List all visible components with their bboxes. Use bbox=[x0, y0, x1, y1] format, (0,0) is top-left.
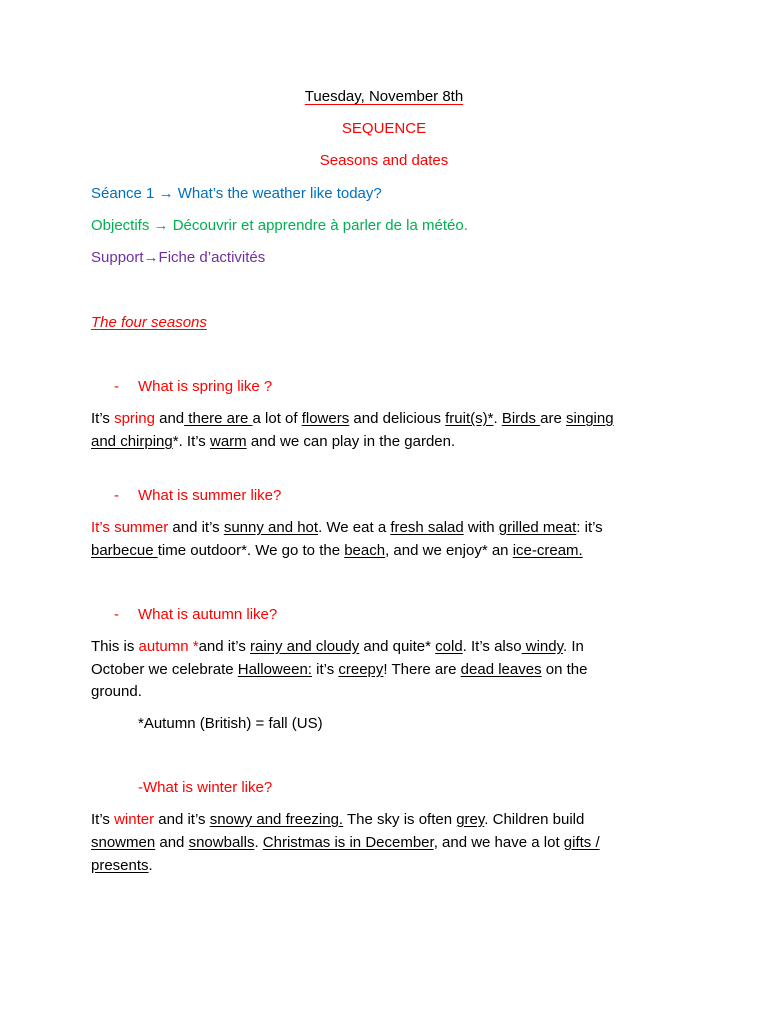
text-run: ! There are bbox=[383, 661, 461, 678]
vocab-word: grilled meat bbox=[498, 519, 577, 536]
text-run: : it’s bbox=[576, 519, 603, 536]
arrow-icon: → bbox=[153, 217, 169, 234]
vocab-word: dead leaves bbox=[460, 661, 542, 678]
text-run: This is bbox=[91, 638, 139, 655]
support-text: Fiche d’activités bbox=[158, 249, 266, 266]
objectifs-label: Objectifs bbox=[91, 217, 150, 234]
summer-question: What is summer like? bbox=[138, 487, 282, 504]
vocab-word: flowers bbox=[301, 410, 350, 427]
autumn-line-2 bbox=[91, 660, 681, 680]
theme-heading: Seasons and dates bbox=[319, 152, 449, 169]
text-run: It’s bbox=[91, 811, 115, 828]
winter-question: -What is winter like? bbox=[138, 779, 273, 796]
vocab-word: ice-cream. bbox=[512, 542, 583, 559]
vocab-word: Birds bbox=[501, 410, 541, 427]
vocab-word: snowy and freezing. bbox=[209, 811, 344, 828]
vocab-word: fresh salad bbox=[390, 519, 464, 536]
objectifs-text: Découvrir et apprendre à parler de la météo. bbox=[172, 217, 468, 234]
vocab-word: warm bbox=[209, 433, 247, 450]
text-run: . Children build bbox=[484, 811, 585, 828]
vocab-word: snowballs bbox=[188, 834, 255, 851]
season-word: It’s summer bbox=[91, 519, 169, 536]
season-word: spring bbox=[114, 410, 155, 427]
bullet-marker: - bbox=[114, 606, 119, 623]
vocab-word: Christmas is in December bbox=[262, 834, 434, 851]
text-run: on the bbox=[541, 661, 588, 678]
autumn-note: *Autumn (British) = fall (US) bbox=[138, 715, 323, 732]
spring-question: What is spring like ? bbox=[138, 378, 273, 395]
seance-text: What’s the weather like today? bbox=[177, 185, 382, 202]
text-run: a lot of bbox=[252, 410, 302, 427]
text-run: . It’s also bbox=[462, 638, 522, 655]
text-run: and it’s bbox=[168, 519, 224, 536]
sequence-heading: SEQUENCE bbox=[341, 120, 427, 137]
text-run: time outdoor*. We go to the bbox=[157, 542, 345, 559]
arrow-icon: → bbox=[143, 249, 159, 266]
text-run: *. It’s bbox=[172, 433, 210, 450]
autumn-question: What is autumn like? bbox=[138, 606, 278, 623]
text-run: , and we enjoy* an bbox=[385, 542, 513, 559]
season-word: winter bbox=[114, 811, 155, 828]
date-text: Tuesday, November 8th bbox=[304, 88, 464, 105]
spring-line-2 bbox=[91, 432, 681, 452]
vocab-word: gifts / bbox=[563, 834, 600, 851]
text-run: October we celebrate bbox=[91, 661, 238, 678]
text-run: . bbox=[493, 410, 502, 427]
autumn-line-3: ground. bbox=[91, 683, 142, 700]
vocab-word: beach bbox=[344, 542, 386, 559]
winter-line-1 bbox=[91, 810, 681, 830]
vocab-word: creepy bbox=[338, 661, 384, 678]
text-run: and it’s bbox=[198, 638, 250, 655]
text-run: are bbox=[540, 410, 567, 427]
summer-line-2 bbox=[91, 541, 681, 561]
vocab-word: singing bbox=[566, 410, 614, 427]
text-run: . We eat a bbox=[318, 519, 391, 536]
summer-line-1 bbox=[91, 518, 681, 538]
date-heading bbox=[0, 87, 768, 107]
vocab-word: and chirping bbox=[91, 433, 173, 450]
autumn-line-1 bbox=[91, 637, 681, 657]
text-run: . In bbox=[563, 638, 584, 655]
section-title: The four seasons bbox=[91, 314, 207, 331]
text-run: and quite* bbox=[359, 638, 436, 655]
vocab-word: windy bbox=[521, 638, 563, 655]
text-run: with bbox=[463, 519, 499, 536]
support-label: Support bbox=[91, 249, 144, 266]
objectifs-line bbox=[91, 216, 681, 236]
vocab-word: rainy and cloudy bbox=[250, 638, 360, 655]
text-run: and bbox=[155, 834, 189, 851]
text-run: . bbox=[148, 857, 153, 874]
text-run: it’s bbox=[311, 661, 339, 678]
text-run: . bbox=[254, 834, 263, 851]
vocab-word: grey bbox=[456, 811, 485, 828]
bullet-marker: - bbox=[114, 378, 119, 395]
text-run: It’s bbox=[91, 410, 115, 427]
vocab-word: sunny and hot bbox=[223, 519, 319, 536]
text-run: and it’s bbox=[154, 811, 210, 828]
text-run: , and we have a lot bbox=[433, 834, 564, 851]
season-word: autumn * bbox=[138, 638, 199, 655]
vocab-word: Halloween: bbox=[237, 661, 312, 678]
winter-line-3 bbox=[91, 856, 681, 876]
vocab-word: cold bbox=[435, 638, 463, 655]
vocab-word: snowmen bbox=[91, 834, 156, 851]
text-run: and delicious bbox=[349, 410, 446, 427]
vocab-word: presents bbox=[91, 857, 149, 874]
support-line bbox=[91, 248, 681, 268]
seance-label: Séance 1 bbox=[91, 185, 155, 202]
arrow-icon: → bbox=[158, 185, 174, 202]
text-run: The sky is often bbox=[343, 811, 457, 828]
vocab-word: barbecue bbox=[91, 542, 158, 559]
seance-line bbox=[91, 184, 681, 204]
bullet-marker: - bbox=[114, 487, 119, 504]
text-run: and bbox=[154, 410, 185, 427]
text-run: and we can play in the garden. bbox=[246, 433, 456, 450]
spring-line-1 bbox=[91, 409, 681, 429]
vocab-word: fruit(s)* bbox=[445, 410, 494, 427]
vocab-word: there are bbox=[184, 410, 253, 427]
winter-line-2 bbox=[91, 833, 681, 853]
